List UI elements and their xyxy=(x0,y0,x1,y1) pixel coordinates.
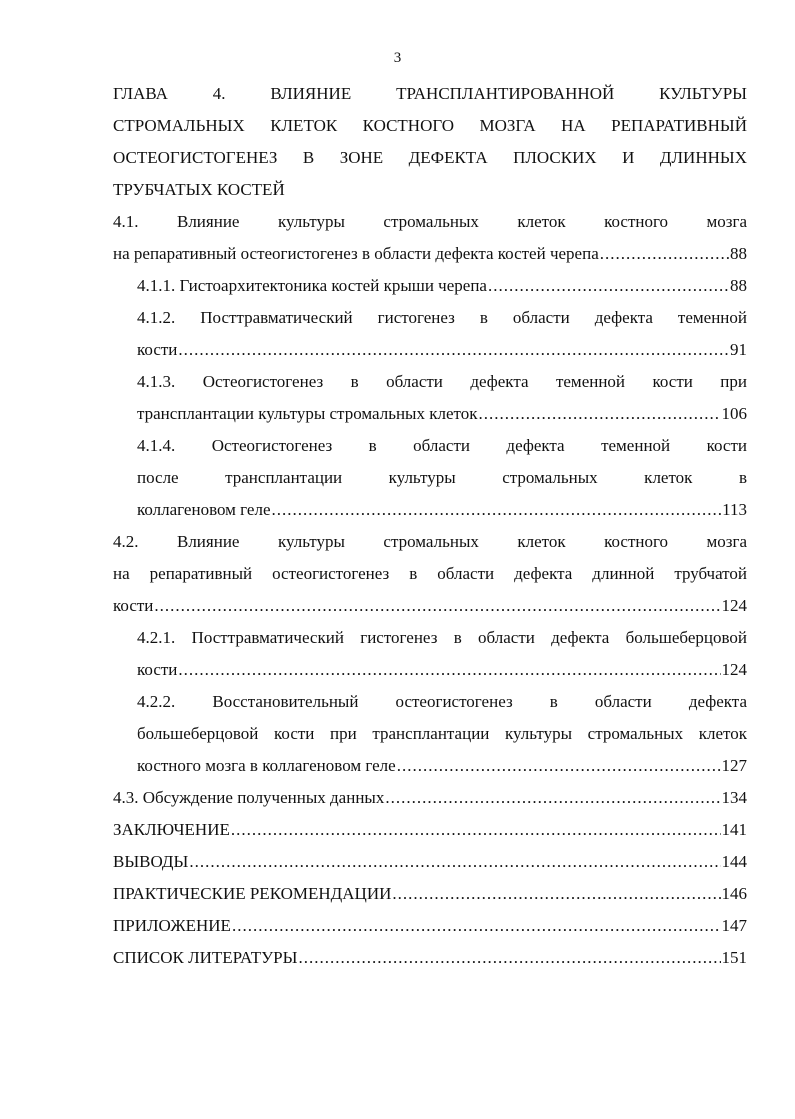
toc-entry-findings[interactable] xyxy=(113,846,747,878)
toc-page-number: 127 xyxy=(721,756,747,775)
toc-entry-text: 4.1.1. Гистоархитектоника костей крыши черепа xyxy=(137,276,487,295)
toc-entry-leader-line xyxy=(137,270,747,302)
chapter-title xyxy=(113,78,747,206)
dot-leader xyxy=(232,910,721,942)
toc-page-number: 91 xyxy=(730,340,747,359)
chapter-title-line: ТРУБЧАТЫХ КОСТЕЙ xyxy=(113,180,285,199)
toc-page-number: 124 xyxy=(721,660,747,679)
toc-entry-4-1-1[interactable] xyxy=(113,270,747,302)
toc-entry-leader-line xyxy=(113,238,747,270)
toc-entry-text: кости xyxy=(113,596,154,615)
toc-page-number: 144 xyxy=(721,852,747,871)
toc-entry-4-1-4[interactable] xyxy=(113,430,747,526)
toc-entry-text: ПРИЛОЖЕНИЕ xyxy=(113,916,231,935)
toc-entry-text: ЗАКЛЮЧЕНИЕ xyxy=(113,820,230,839)
dot-leader xyxy=(231,814,721,846)
chapter-title-line: СТРОМАЛЬНЫХ КЛЕТОК КОСТНОГО МОЗГА НА РЕПАРАТИВНЫЙ xyxy=(113,116,747,135)
toc-entry-leader-line xyxy=(137,654,747,686)
dot-leader xyxy=(178,654,720,686)
table-of-contents xyxy=(113,78,747,974)
toc-entry-text: 4.2.2. Восстановительный остеогистогенез в области дефекта xyxy=(137,692,747,711)
toc-entry-text: кости xyxy=(137,340,178,359)
toc-entry-4-2-2[interactable] xyxy=(113,686,747,782)
dot-leader xyxy=(488,270,729,302)
toc-entry-leader-line xyxy=(137,398,747,430)
toc-entry-leader-line xyxy=(137,750,747,782)
dot-leader xyxy=(385,782,720,814)
toc-entry-text: 4.1.2. Посттравматический гистогенез в области дефекта теменной xyxy=(137,308,747,327)
toc-entry-text: костного мозга в коллагеновом геле xyxy=(137,756,396,775)
toc-page-number: 124 xyxy=(721,596,747,615)
toc-page-number: 147 xyxy=(721,916,747,935)
toc-entry-text: на репаративный остеогистогенез в области дефекта длинной трубчатой xyxy=(113,564,747,583)
dot-leader xyxy=(298,942,720,974)
toc-entry-4-1[interactable] xyxy=(113,206,747,270)
toc-entry-recommendations[interactable] xyxy=(113,878,747,910)
toc-entry-4-3[interactable] xyxy=(113,782,747,814)
dot-leader xyxy=(392,878,720,910)
dot-leader xyxy=(600,238,729,270)
toc-entry-4-1-2[interactable] xyxy=(113,302,747,366)
toc-entry-conclusion[interactable] xyxy=(113,814,747,846)
toc-entry-text: 4.1.3. Остеогистогенез в области дефекта теменной кости при xyxy=(137,372,747,391)
toc-entry-leader-line xyxy=(113,590,747,622)
toc-entry-text: большеберцовой кости при трансплантации культуры стромальных клеток xyxy=(137,724,747,743)
toc-entry-text: 4.1.4. Остеогистогенез в области дефекта теменной кости xyxy=(137,436,747,455)
dot-leader xyxy=(397,750,721,782)
toc-entry-text: ВЫВОДЫ xyxy=(113,852,189,871)
toc-page-number: 113 xyxy=(722,500,747,519)
dot-leader xyxy=(272,494,722,526)
toc-entry-text: кости xyxy=(137,660,178,679)
toc-entry-4-2-1[interactable] xyxy=(113,622,747,686)
toc-page-number: 141 xyxy=(721,820,747,839)
toc-entry-leader-line xyxy=(137,494,747,526)
dot-leader xyxy=(154,590,720,622)
dot-leader xyxy=(178,334,729,366)
toc-entry-text: 4.3. Обсуждение полученных данных xyxy=(113,788,385,807)
toc-page-number: 146 xyxy=(721,884,747,903)
toc-entry-text: после трансплантации культуры стромальных клеток в xyxy=(137,468,747,487)
chapter-title-line: ОСТЕОГИСТОГЕНЕЗ В ЗОНЕ ДЕФЕКТА ПЛОСКИХ И ДЛИННЫХ xyxy=(113,148,747,167)
toc-page-number: 134 xyxy=(721,788,747,807)
toc-entry-text: трансплантации культуры стромальных клеток xyxy=(137,404,478,423)
page-number: 3 xyxy=(393,50,402,66)
toc-page-number: 88 xyxy=(730,244,747,263)
toc-entry-text: ПРАКТИЧЕСКИЕ РЕКОМЕНДАЦИИ xyxy=(113,884,392,903)
toc-entry-text: 4.2. Влияние культуры стромальных клеток костного мозга xyxy=(113,532,747,551)
toc-entry-text: коллагеновом геле xyxy=(137,500,271,519)
toc-entry-appendix[interactable] xyxy=(113,910,747,942)
toc-entry-text: на репаративный остеогистогенез в области дефекта костей черепа xyxy=(113,244,599,263)
toc-page-number: 88 xyxy=(730,276,747,295)
toc-entry-text: 4.1. Влияние культуры стромальных клеток костного мозга xyxy=(113,212,747,231)
toc-entry-text: СПИСОК ЛИТЕРАТУРЫ xyxy=(113,948,298,967)
toc-entry-4-1-3[interactable] xyxy=(113,366,747,430)
toc-entry-references[interactable] xyxy=(113,942,747,974)
toc-page-number: 151 xyxy=(721,948,747,967)
toc-entry-text: 4.2.1. Посттравматический гистогенез в области дефекта большеберцовой xyxy=(137,628,747,647)
toc-page-number: 106 xyxy=(721,404,747,423)
toc-entry-4-2[interactable] xyxy=(113,526,747,622)
chapter-title-line: ГЛАВА 4. ВЛИЯНИЕ ТРАНСПЛАНТИРОВАННОЙ КУЛЬТУРЫ xyxy=(113,84,747,103)
toc-entry-leader-line xyxy=(137,334,747,366)
dot-leader xyxy=(478,398,720,430)
dot-leader xyxy=(189,846,720,878)
